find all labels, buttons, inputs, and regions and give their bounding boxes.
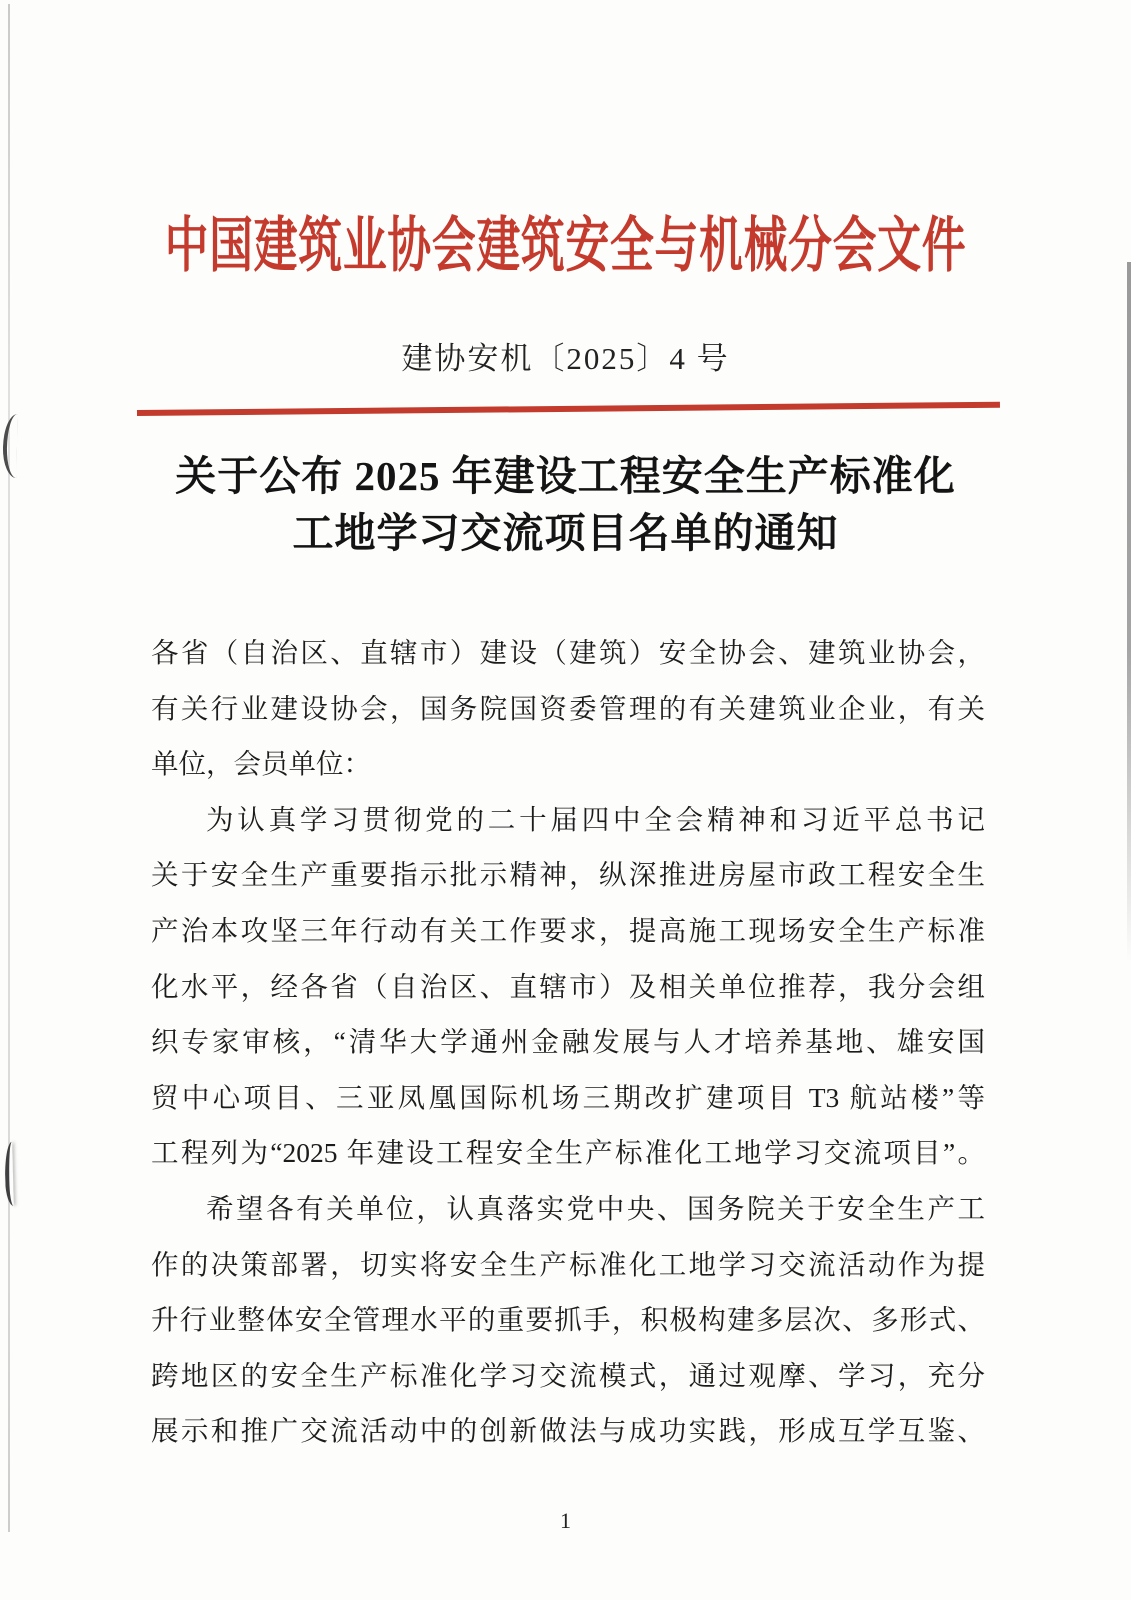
document-number: 建协安机〔2025〕4 号 <box>401 341 730 376</box>
body-line: 为认真学习贯彻党的二十届四中全会精神和习近平总书记 <box>206 803 985 835</box>
body-line: 工程列为“2025 年建设工程安全生产标准化工地学习交流项目”。 <box>151 1137 985 1169</box>
body-line: 展示和推广交流活动中的创新做法与成功实践，形成互学互鉴、 <box>151 1415 985 1447</box>
body-line: 作的决策部署，切实将安全生产标准化工地学习交流活动作为提 <box>151 1248 985 1280</box>
body-line: 各省（自治区、直辖市）建设（建筑）安全协会、建筑业协会， <box>151 637 985 668</box>
document-title-line-1: 关于公布 2025 年建设工程安全生产标准化 <box>175 453 956 499</box>
body-line: 贸中心项目、三亚凤凰国际机场三期改扩建项目 T3 航站楼”等 <box>151 1081 985 1113</box>
page-number: 1 <box>560 1508 571 1533</box>
body-line: 织专家审核，“清华大学通州金融发展与人才培养基地、雄安国 <box>151 1026 985 1058</box>
body-line: 关于安全生产重要指示批示精神，纵深推进房屋市政工程安全生 <box>151 859 985 891</box>
body-line: 跨地区的安全生产标准化学习交流模式，通过观摩、学习，充分 <box>151 1359 985 1391</box>
body-line: 有关行业建设协会，国务院国资委管理的有关建筑业企业，有关 <box>151 692 985 724</box>
document-title-line-2: 工地学习交流项目名单的通知 <box>292 510 839 556</box>
scan-page-edge-left <box>8 4 10 1532</box>
body-line: 单位，会员单位： <box>151 748 371 780</box>
body-line: 希望各有关单位，认真落实党中央、国务院关于安全生产工 <box>206 1192 985 1224</box>
document-body <box>151 625 985 1459</box>
body-line: 化水平，经各省（自治区、直辖市）及相关单位推荐，我分会组 <box>151 970 985 1002</box>
body-line: 升行业整体安全管理水平的重要抓手，积极构建多层次、多形式、 <box>151 1304 985 1336</box>
binder-mark-bottom <box>4 1142 14 1206</box>
document-title <box>0 448 1131 562</box>
letterhead-org-title: 中国建筑业协会建筑安全与机械分会文件 <box>164 213 967 279</box>
red-divider-rule <box>137 402 1000 416</box>
body-line: 产治本攻坚三年行动有关工作要求，提高施工现场安全生产标准 <box>151 914 985 946</box>
